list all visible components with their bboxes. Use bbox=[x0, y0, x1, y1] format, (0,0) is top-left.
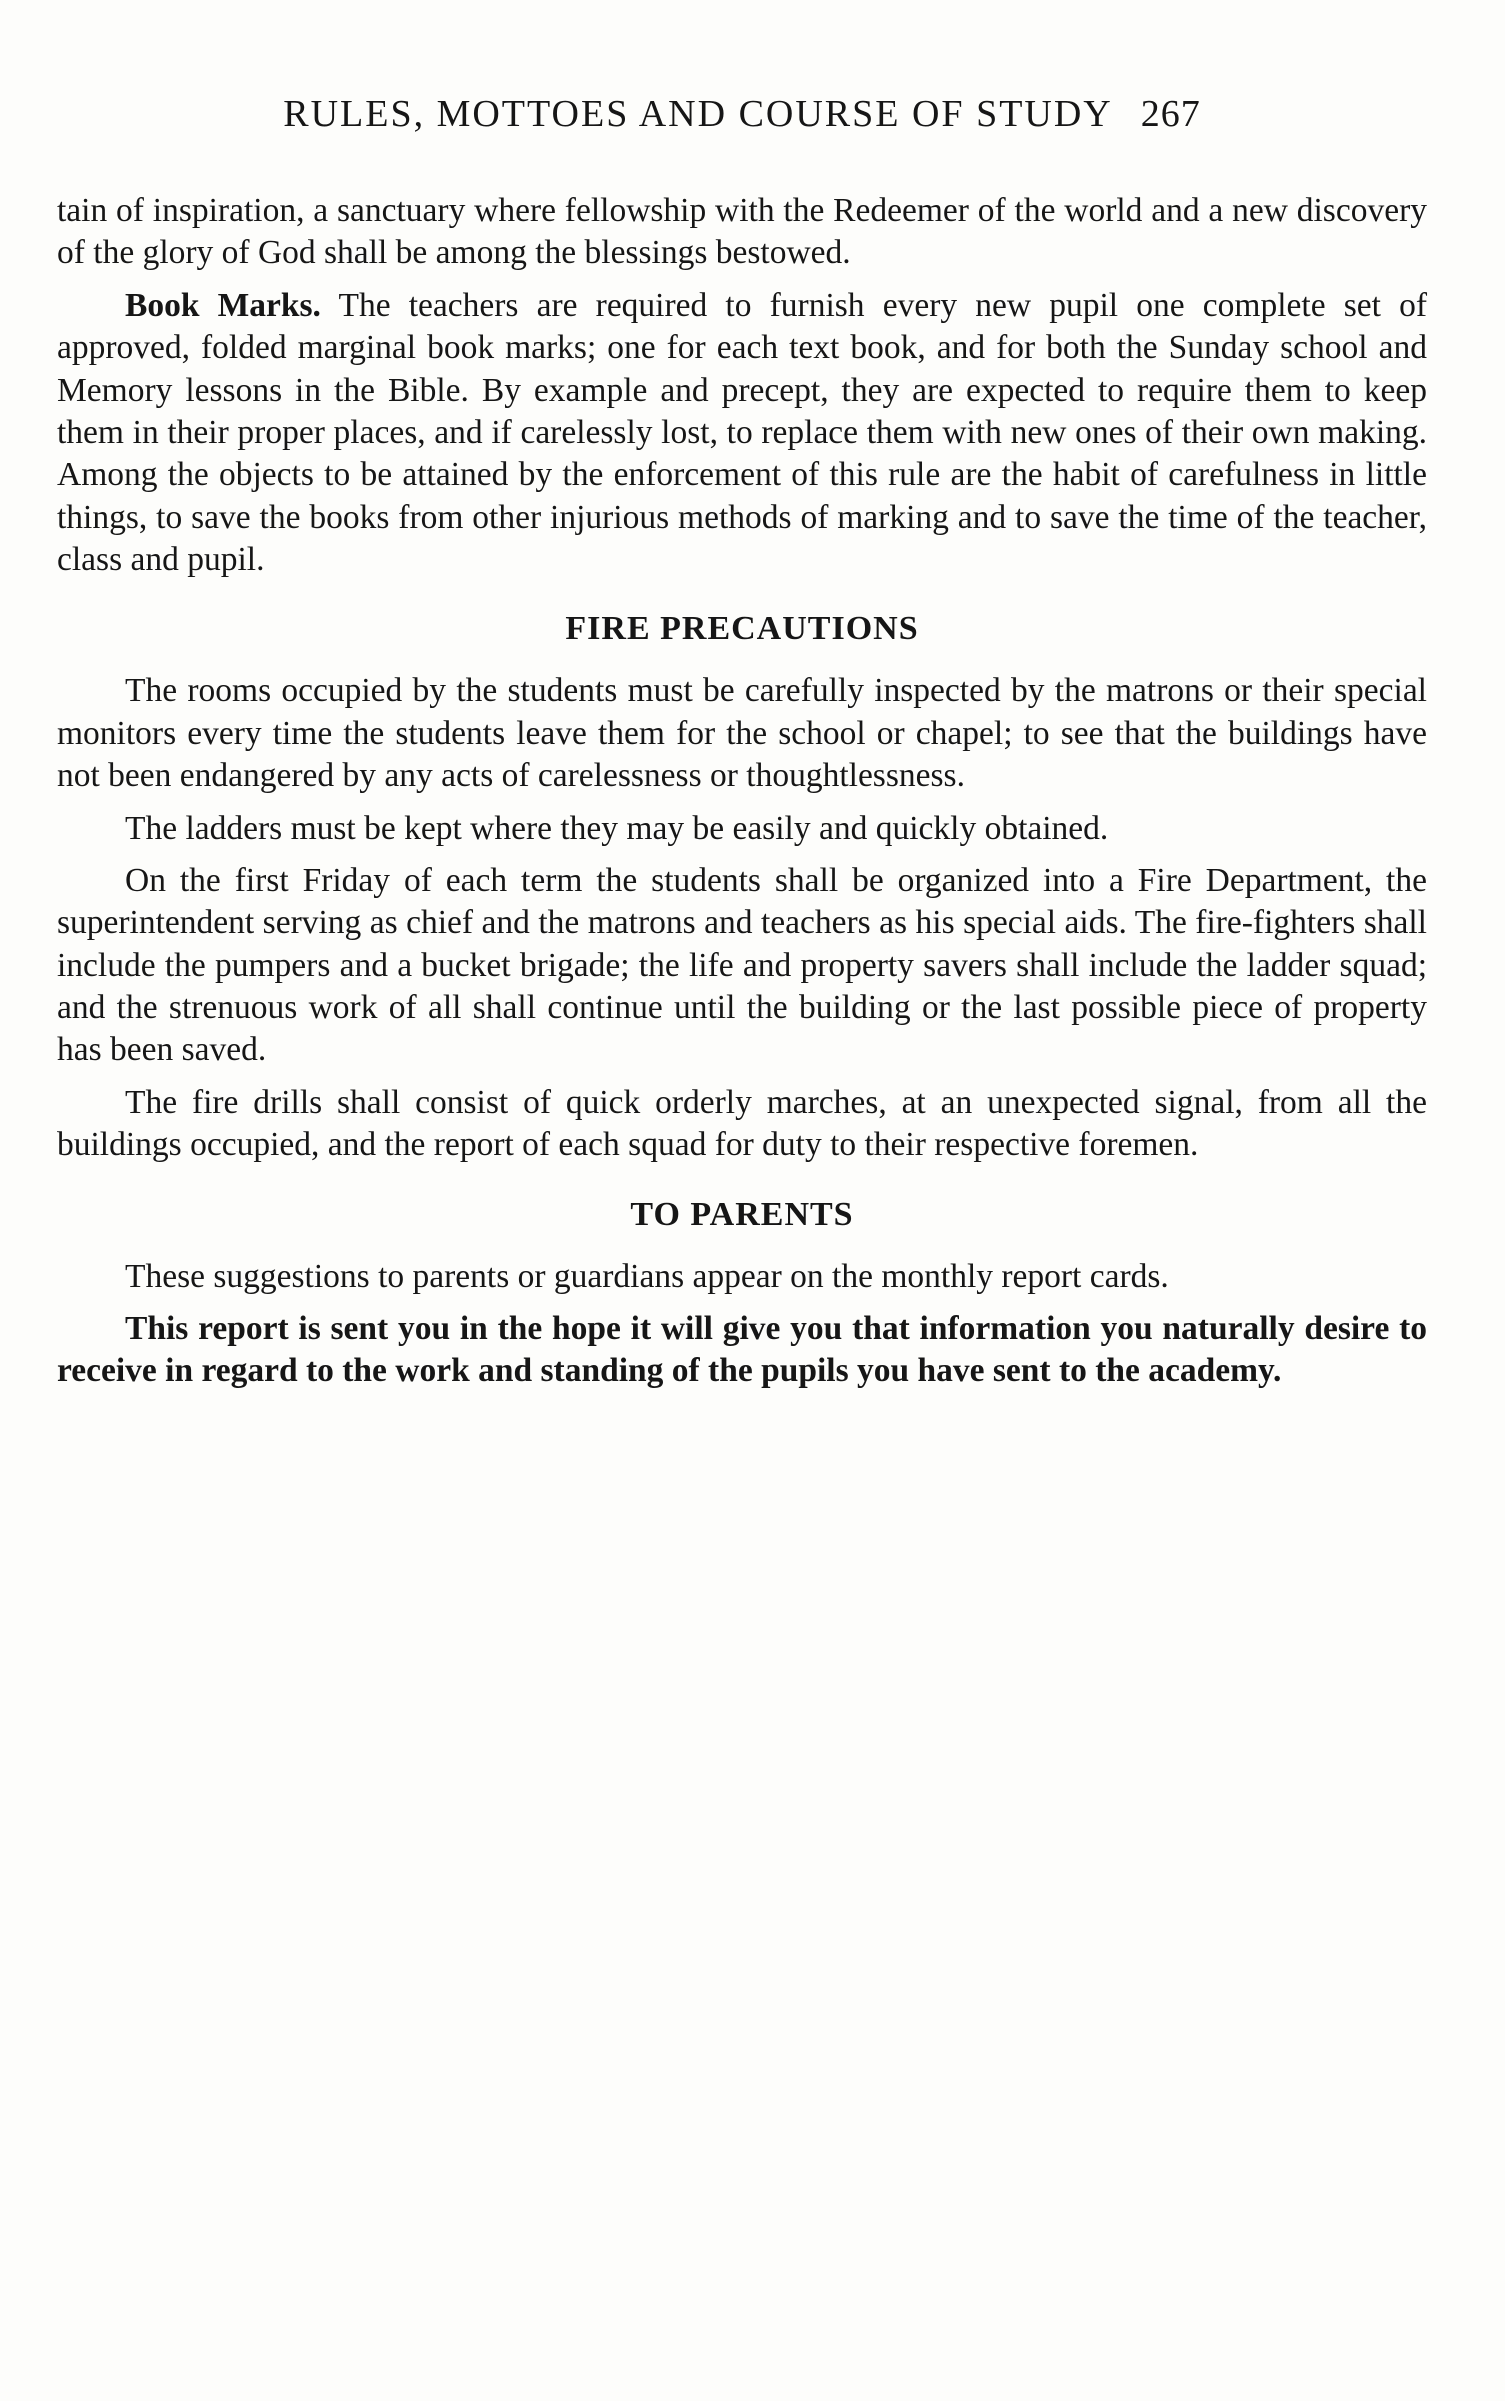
paragraph-fire-3: On the first Friday of each term the students shall be organized into a Fire Department, the superintendent serving as chief and the matrons and teachers as his special aids. The fire-fighters shall include the pumpers and a bucket brigade; the life and property savers shall include the ladder squad; and the strenuous work of all shall continue until the building or the last possible piece of property has been saved. bbox=[57, 861, 1427, 1069]
page-number: 267 bbox=[1140, 93, 1201, 135]
paragraph-fire-4: The fire drills shall consist of quick orderly marches, at an unexpected signal, from all the buildings occupied, and the report of each squad for duty to their respective foremen. bbox=[57, 1083, 1427, 1164]
paragraph-fire-1: The rooms occupied by the students must be carefully inspected by the matrons or their special monitors every time the students leave them for the school or chapel; to see that the buildings have not been endangered by any acts of carelessness or thoughtlessness. bbox=[57, 672, 1427, 795]
book-marks-label: Book Marks. bbox=[125, 286, 321, 324]
paragraph-parents-2: This report is sent you in the hope it will give you that information you naturally desire to receive in regard to the work and standing of the pupils you have sent to the academy. bbox=[57, 1309, 1427, 1390]
paragraph-parents-1: These suggestions to parents or guardians appear on the monthly report cards. bbox=[125, 1257, 1169, 1295]
page-title: RULES, MOTTOES AND COURSE OF STUDY bbox=[283, 93, 1113, 135]
running-header bbox=[57, 92, 1427, 136]
paragraph-book-marks bbox=[57, 285, 1427, 582]
heading-to-parents: TO PARENTS bbox=[630, 1195, 854, 1233]
page-body bbox=[57, 190, 1427, 1393]
book-marks-text: The teachers are required to furnish every new pupil one complete set of approved, folded marginal book marks; one for each text book, and for both the Sunday school and Memory lessons in the Bible. By example and precept, they are expected to require them to keep them in their proper places, and if carelessly lost, to replace them with new ones of their own making. Among the objects to be attained by the enforcement of this rule are the habit of carefulness in little things, to save the books from other injurious methods of marking and to save the time of the teacher, class and pupil. bbox=[57, 286, 1427, 578]
heading-fire-precautions: FIRE PRECAUTIONS bbox=[565, 610, 919, 648]
paragraph-fire-2: The ladders must be kept where they may be easily and quickly obtained. bbox=[125, 809, 1109, 847]
paragraph-continued: tain of inspiration, a sanctuary where fellowship with the Redeemer of the world and a new discovery of the glory of God shall be among the blessings bestowed. bbox=[57, 192, 1427, 272]
